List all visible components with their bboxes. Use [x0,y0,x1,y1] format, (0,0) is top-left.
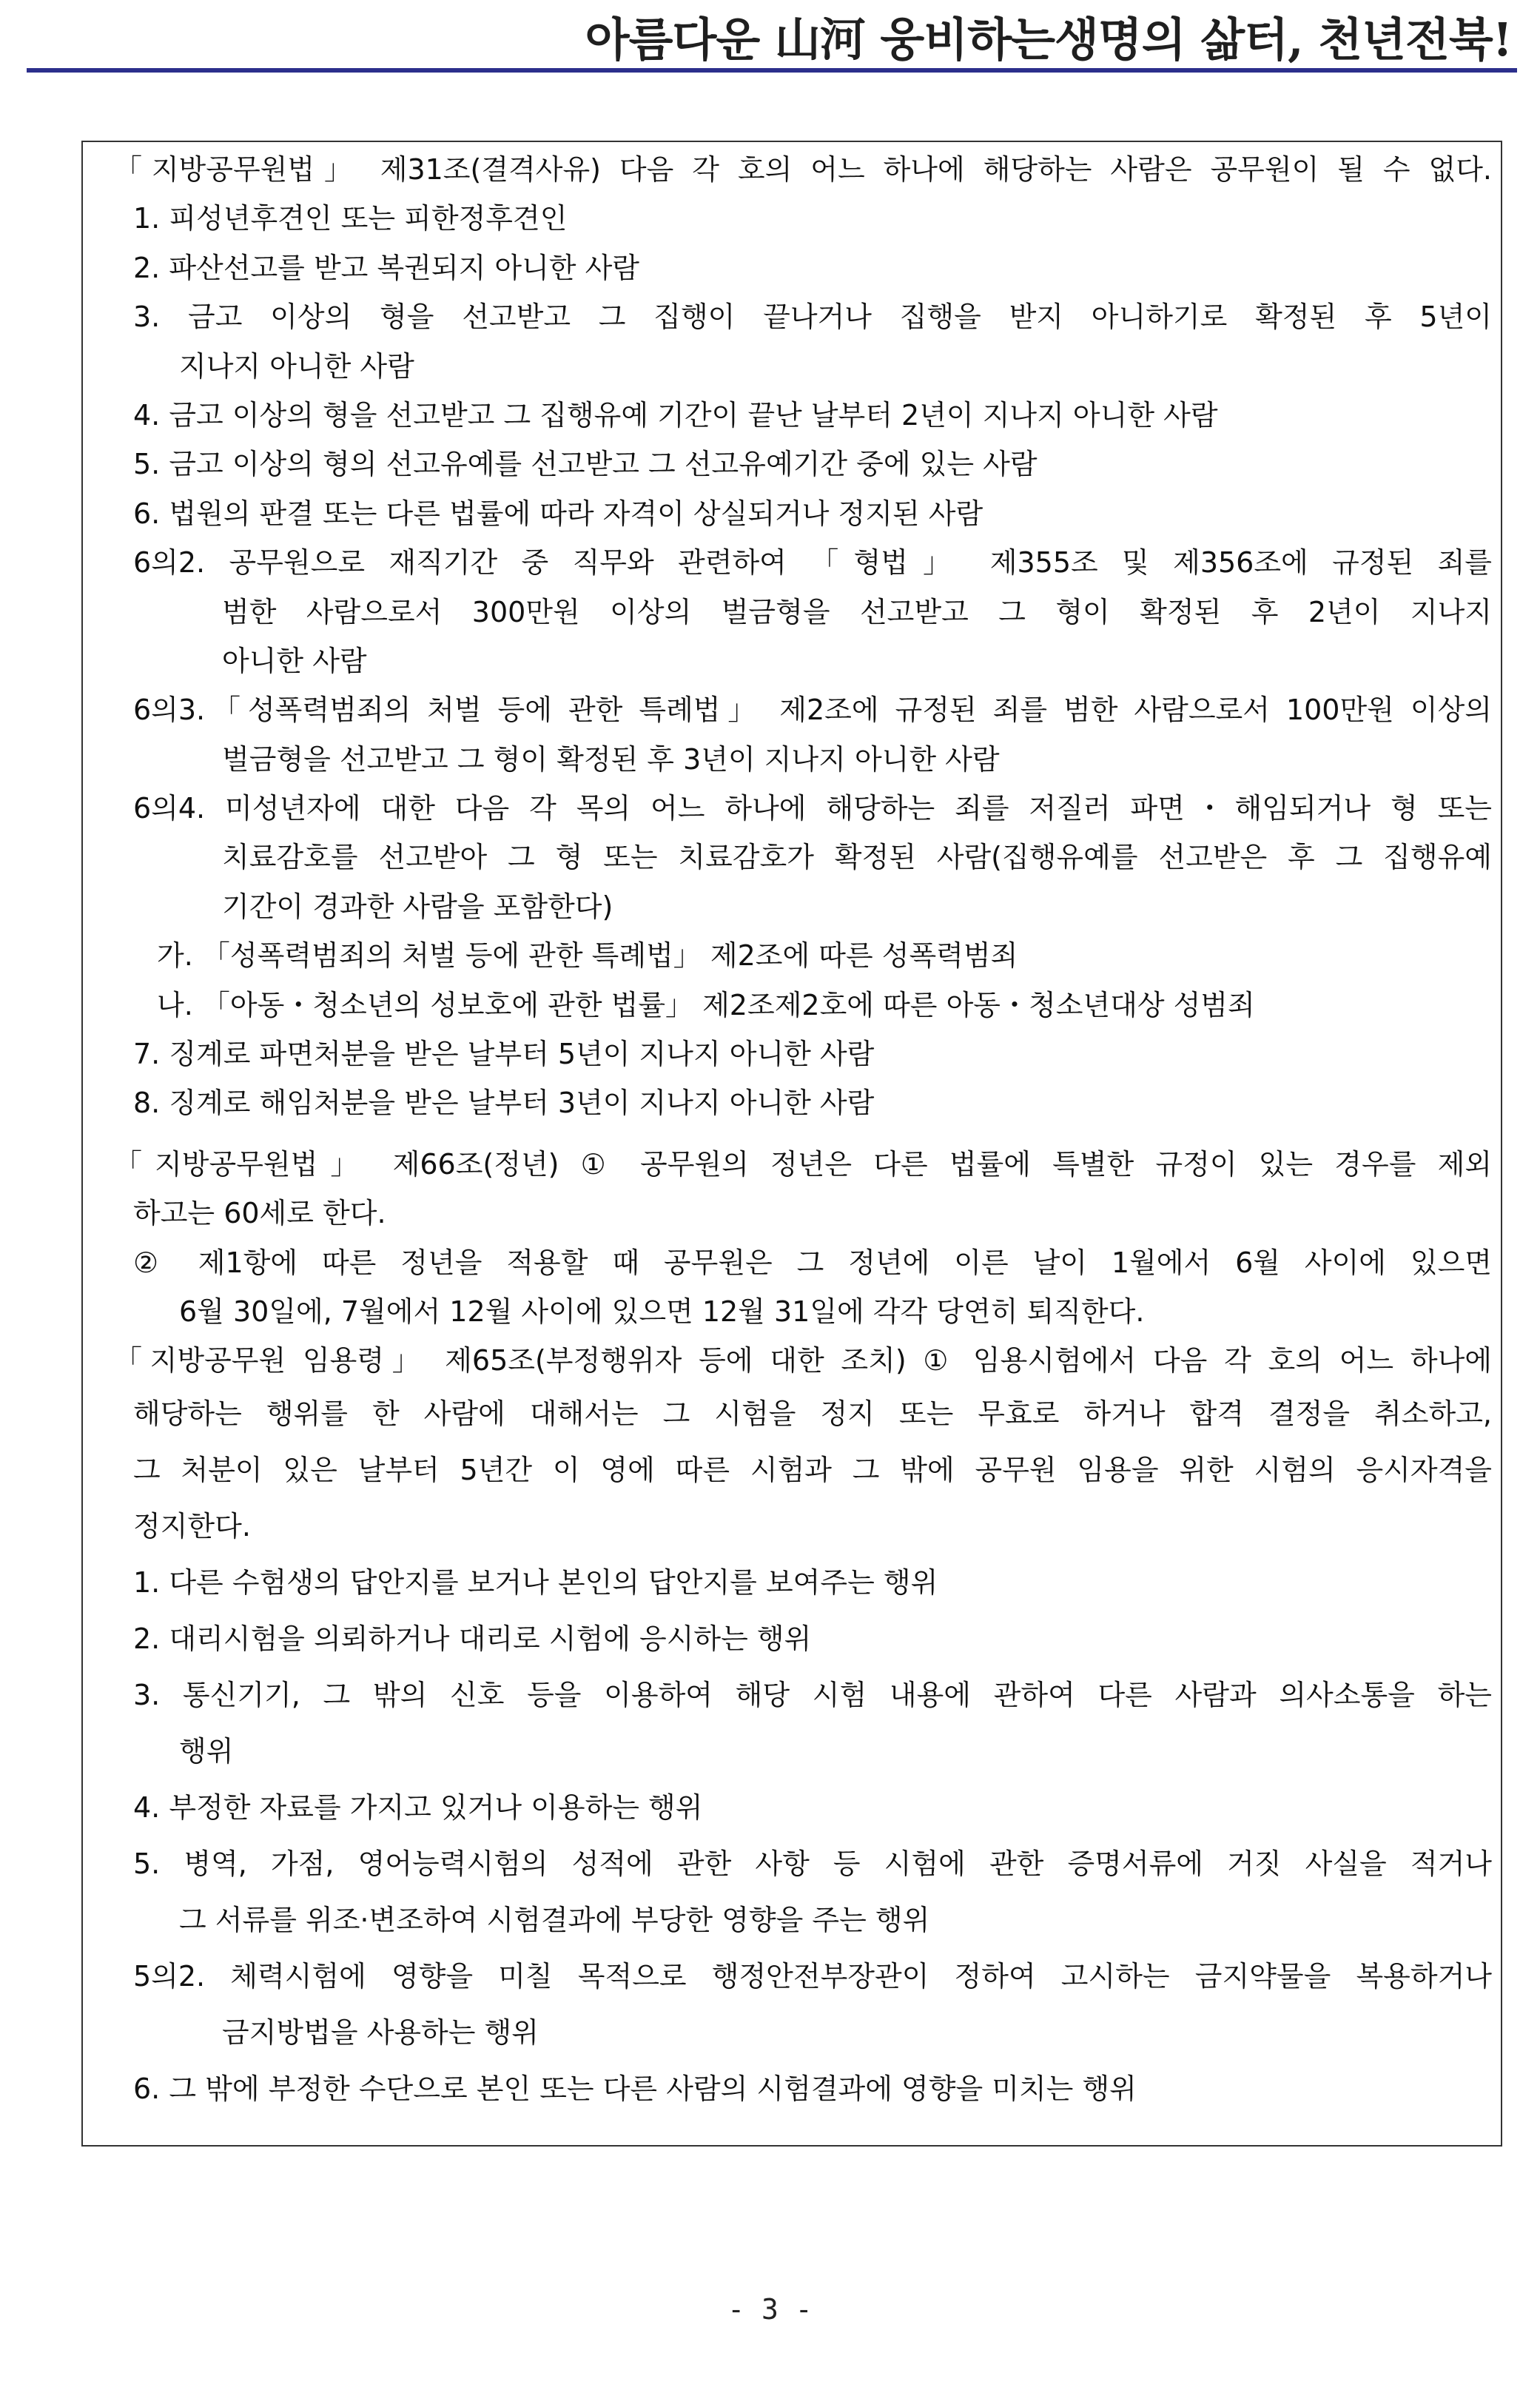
list-item: 6. 그 밖에 부정한 수단으로 본인 또는 다른 사람의 시험결과에 영향을 미치는 행위 [133,2072,1137,2105]
list-item: 2. 대리시험을 의뢰하거나 대리로 시험에 응시하는 행위 [133,1622,812,1655]
list-item: 8. 징계로 해임처분을 받은 날부터 3년이 지나지 아니한 사람 [133,1087,875,1120]
section-article-66 [83,1128,1501,1386]
list-item: 2. 파산선고를 받고 복권되지 아니한 사람 [133,251,639,284]
list-item: 7. 징계로 파면처분을 받은 날부터 5년이 지나지 아니한 사람 [133,1038,875,1071]
list-item-continuation: 기간이 경과한 사람을 포함한다) [222,890,613,923]
sub-item: 나. 「아동・청소년의 성보호에 관한 법률」 제2조제2호에 따른 아동・청소년대상 성범죄 [157,988,1255,1021]
list-item: 1. 피성년후견인 또는 피한정후견인 [133,202,568,235]
article-heading: 「지방공무원법」 제66조(정년) ① 공무원의 정년은 다른 법률에 특별한 규정이 있는 경우를 제외 [114,1147,1492,1181]
list-item: 5. 금고 이상의 형의 선고유예를 선고받고 그 선고유예기간 중에 있는 사람 [133,448,1038,481]
list-item: 5의2. 체력시험에 영향을 미칠 목적으로 행정안전부장관이 정하여 고시하는 금지약물을 복용하거나 [133,1959,1492,1993]
list-item: 4. 금고 이상의 형을 선고받고 그 집행유예 기간이 끝난 날부터 2년이 지나지 아니한 사람 [133,398,1218,432]
list-item: 1. 다른 수험생의 답안지를 보거나 본인의 답안지를 보여주는 행위 [133,1565,938,1599]
list-item: 6의3.「성폭력범죄의 처벌 등에 관한 특례법」 제2조에 규정된 죄를 범한 사람으로서 100만원 이상의 [133,694,1492,727]
content-box [81,141,1502,2147]
list-item-continuation: 범한 사람으로서 300만원 이상의 벌금형을 선고받고 그 형이 확정된 후 2년이 지나지 [222,595,1492,628]
list-item: 6의4. 미성년자에 대한 다음 각 목의 어느 하나에 해당하는 죄를 저질러 파면・해임되거나 형 또는 [133,792,1492,825]
list-item: 3. 금고 이상의 형을 선고받고 그 집행이 끝나거나 집행을 받지 아니하기로 확정된 후 5년이 [133,301,1492,334]
list-item-continuation: 지나지 아니한 사람 [179,349,414,383]
list-item-continuation: 행위 [179,1734,234,1768]
list-item: 4. 부정한 자료를 가지고 있거나 이용하는 행위 [133,1790,703,1824]
article-heading: 「지방공무원법」 제31조(결격사유) 다음 각 호의 어느 하나에 해당하는 사람은 공무원이 될 수 없다. [114,153,1492,186]
list-item: 6. 법원의 판결 또는 다른 법률에 따라 자격이 상실되거나 정지된 사람 [133,497,983,530]
section-decree-65 [83,1386,1501,2117]
list-item-continuation: 치료감호를 선고받아 그 형 또는 치료감호가 확정된 사람(집행유예를 선고받은 후 그 집행유예 [222,841,1492,874]
article-heading: 「지방공무원 임용령」 제65조(부정행위자 등에 대한 조치) ① 임용시험에서 다음 각 호의 어느 하나에 [114,1344,1492,1377]
paragraph: ② 제1항에 따른 정년을 적용할 때 공무원은 그 정년에 이른 날이 1월에서 6월 사이에 있으면 [133,1246,1492,1279]
list-item: 6의2. 공무원으로 재직기간 중 직무와 관련하여 「형법」 제355조 및 제356조에 규정된 죄를 [133,546,1492,580]
paragraph-continuation: 그 처분이 있은 날부터 5년간 이 영에 따른 시험과 그 밖에 공무원 임용을 위한 시험의 응시자격을 [133,1453,1492,1486]
paragraph-continuation: 6월 30일에, 7월에서 12월 사이에 있으면 12월 31일에 각각 당연히 퇴직한다. [179,1295,1145,1328]
list-item-continuation: 그 서류를 위조·변조하여 시험결과에 부당한 영향을 주는 행위 [179,1903,930,1936]
list-item-continuation: 금지방법을 사용하는 행위 [222,2016,539,2049]
page-header-title: 아름다운 山河 웅비하는생명의 삶터, 천년전북! [585,13,1512,67]
sub-item: 가. 「성폭력범죄의 처벌 등에 관한 특례법」 제2조에 따른 성폭력범죄 [157,939,1018,973]
list-item-continuation: 아니한 사람 [222,644,367,677]
header-rule [27,68,1517,73]
list-item: 5. 병역, 가점, 영어능력시험의 성적에 관한 사항 등 시험에 관한 증명서류에 거짓 사실을 적거나 [133,1847,1492,1880]
page-number: - 3 - [727,2293,813,2326]
list-item: 3. 통신기기, 그 밖의 신호 등을 이용하여 해당 시험 내용에 관하여 다른 사람과 의사소통을 하는 [133,1678,1492,1711]
section-article-31 [83,142,1501,1128]
list-item-continuation: 벌금형을 선고받고 그 형이 확정된 후 3년이 지나지 아니한 사람 [222,742,1000,776]
paragraph-continuation: 정지한다. [133,1509,251,1543]
paragraph-continuation: 해당하는 행위를 한 사람에 대해서는 그 시험을 정지 또는 무효로 하거나 합격 결정을 취소하고, [133,1397,1492,1430]
paragraph-continuation: 하고는 60세로 한다. [133,1197,386,1230]
